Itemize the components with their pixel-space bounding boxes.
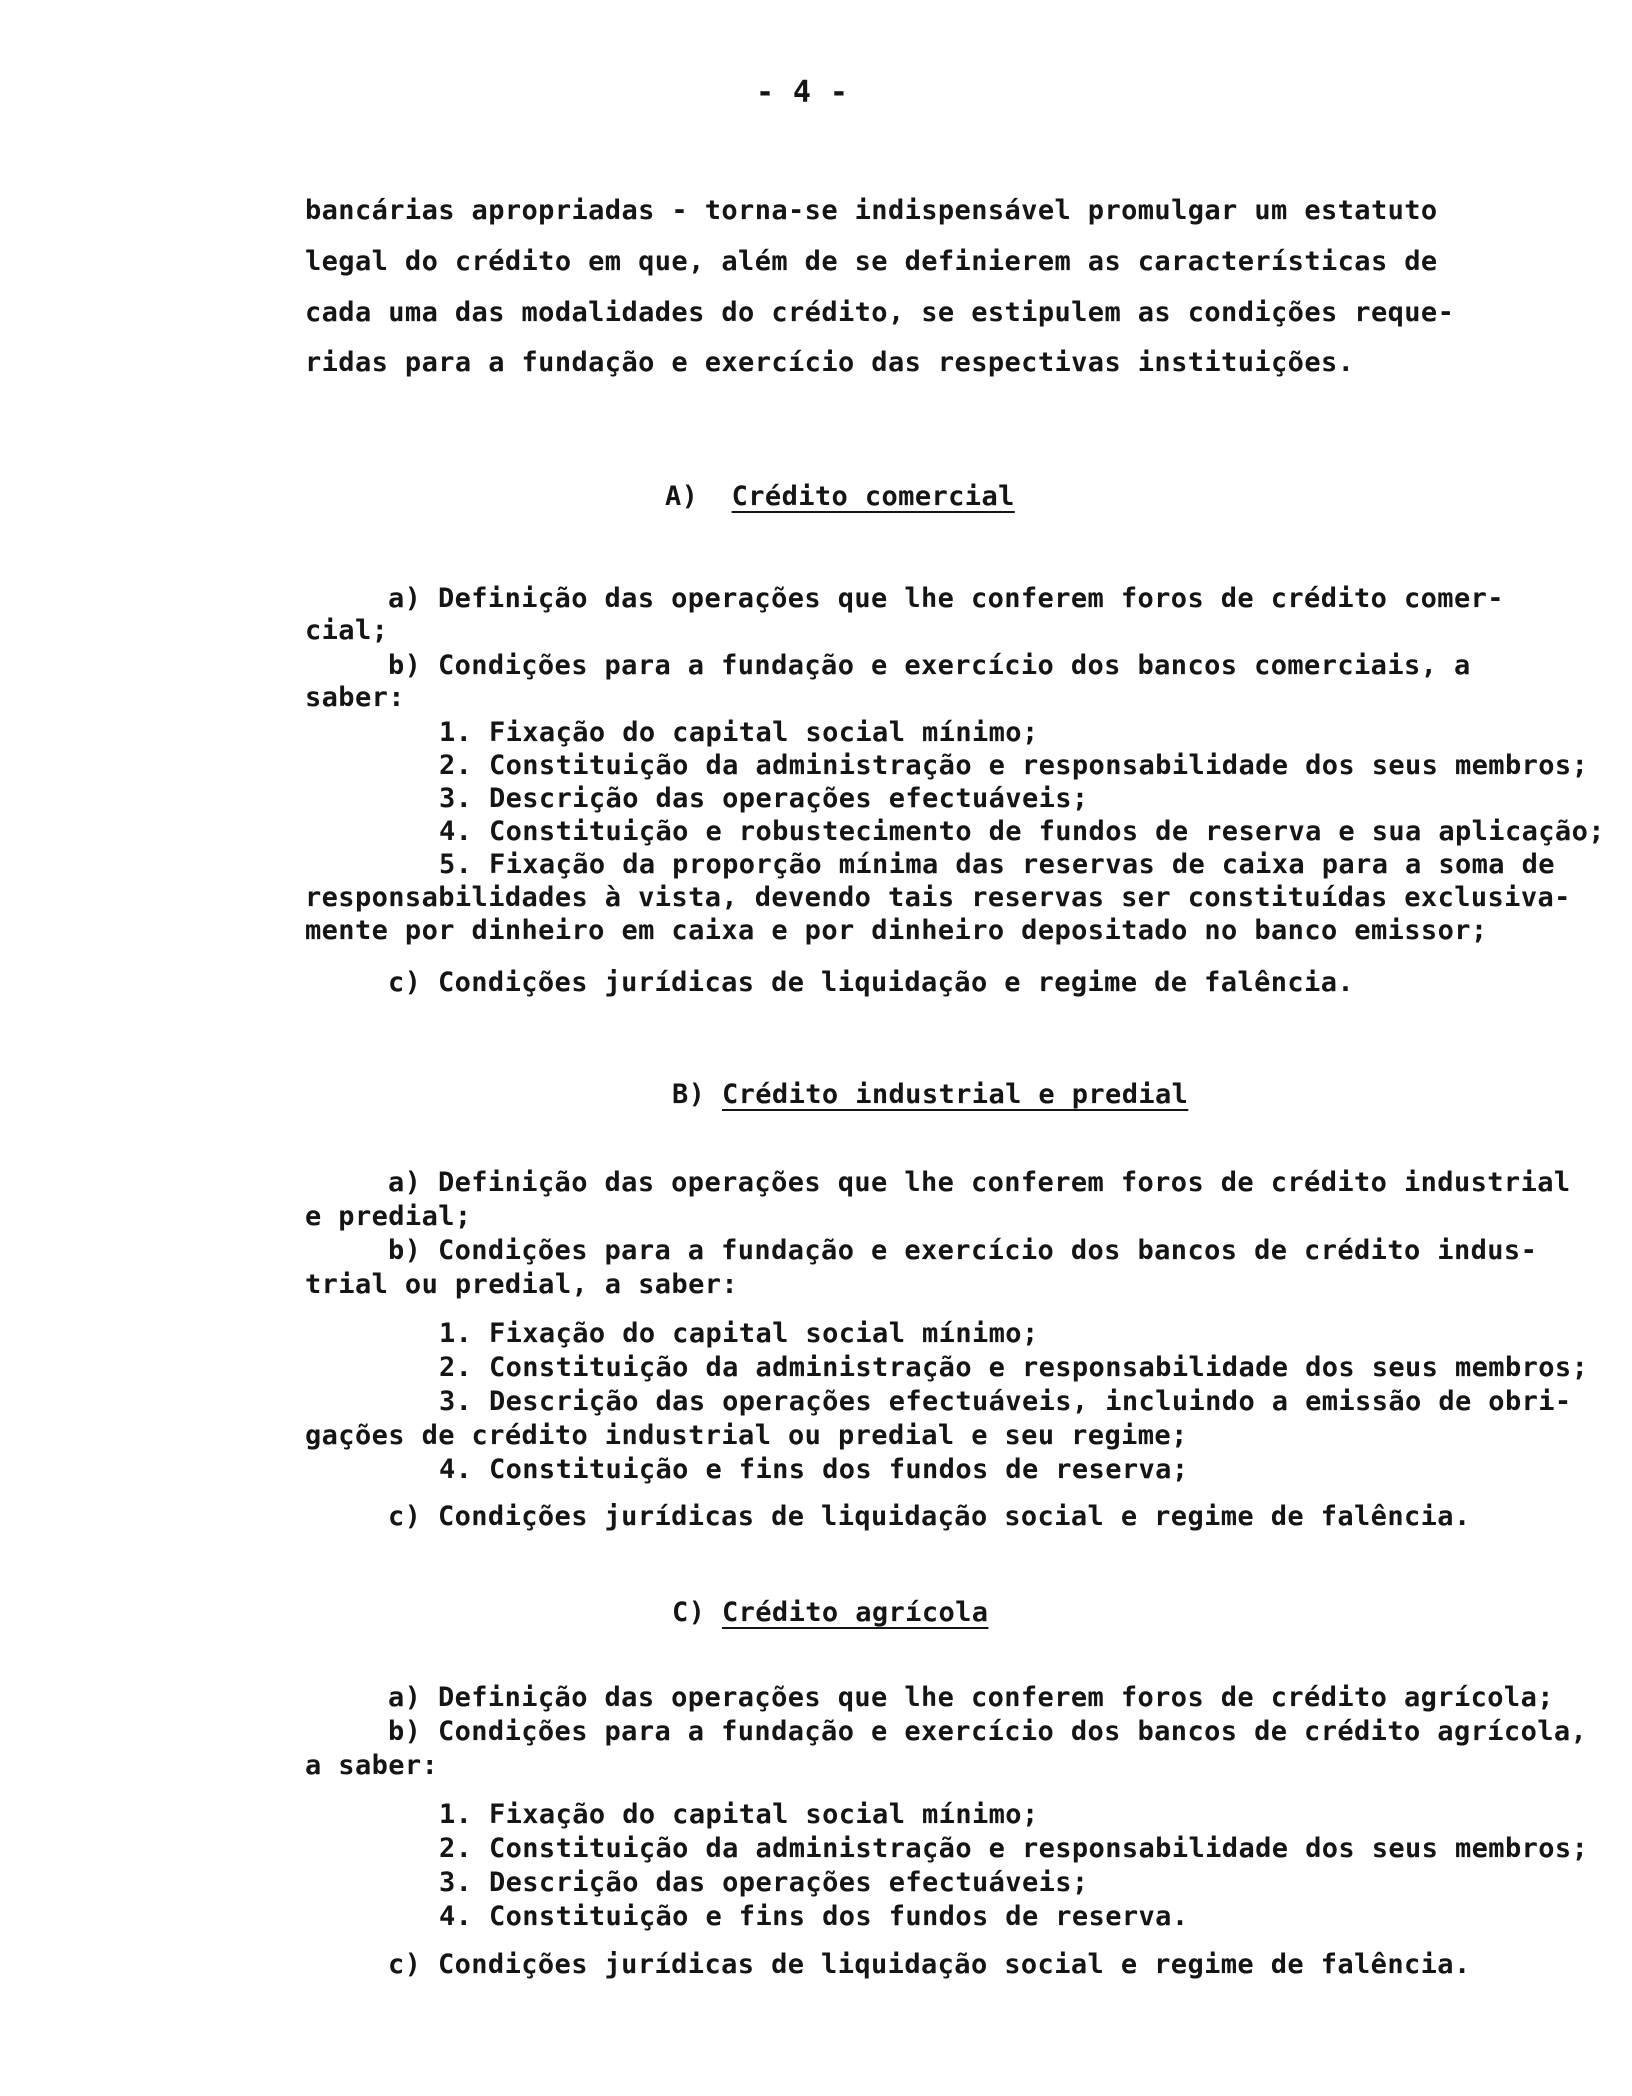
list-item: 2. Constituição da administração e responsabilidade dos seus membros; — [439, 750, 1589, 781]
list-item: 2. Constituição da administração e responsabilidade dos seus membros; — [439, 1352, 1589, 1383]
intro-line: bancárias apropriadas - torna-se indispensável promulgar um estatuto — [305, 195, 1438, 226]
list-item: 4. Constituição e fins dos fundos de reserva. — [439, 1901, 1189, 1932]
section-letter: B) — [672, 1079, 706, 1110]
intro-line: cada uma das modalidades do crédito, se estipulem as condições reque- — [305, 297, 1455, 328]
list-item-cont: responsabilidades à vista, devendo tais reservas ser constituídas exclusiva- — [305, 882, 1571, 913]
list-item: 3. Descrição das operações efectuáveis; — [439, 783, 1089, 814]
clause-b-cont: saber: — [305, 682, 405, 713]
clause-c: c) Condições jurídicas de liquidação social e regime de falência. — [388, 1501, 1471, 1532]
section-heading-a — [665, 482, 1015, 512]
list-item: 4. Constituição e robustecimento de fundos de reserva e sua aplicação; — [439, 816, 1605, 847]
list-item: 3. Descrição das operações efectuáveis, incluindo a emissão de obri- — [439, 1386, 1572, 1417]
list-item-cont: mente por dinheiro em caixa e por dinheiro depositado no banco emissor; — [305, 915, 1488, 946]
list-item: 1. Fixação do capital social mínimo; — [439, 1799, 1039, 1830]
section-heading-b — [672, 1080, 1188, 1110]
clause-a: a) Definição das operações que lhe conferem foros de crédito agrícola; — [388, 1682, 1554, 1713]
section-letter: A) — [665, 481, 699, 512]
clause-b: b) Condições para a fundação e exercício dos bancos comerciais, a — [388, 650, 1471, 681]
clause-a: a) Definição das operações que lhe conferem foros de crédito comer- — [388, 583, 1504, 614]
clause-b-cont: trial ou predial, a saber: — [305, 1269, 739, 1300]
section-title: Crédito agrícola — [721, 1597, 989, 1628]
clause-a-cont: cial; — [305, 615, 389, 646]
list-item: 5. Fixação da proporção mínima das reservas de caixa para a soma de — [439, 849, 1555, 880]
list-item: 2. Constituição da administração e responsabilidade dos seus membros; — [439, 1833, 1589, 1864]
list-item: 1. Fixação do capital social mínimo; — [439, 717, 1039, 748]
page-number: - 4 - — [756, 75, 849, 110]
list-item: 3. Descrição das operações efectuáveis; — [439, 1867, 1089, 1898]
list-item: 1. Fixação do capital social mínimo; — [439, 1318, 1039, 1349]
section-heading-c — [672, 1598, 988, 1628]
clause-c: c) Condições jurídicas de liquidação e regime de falência. — [388, 967, 1355, 998]
clause-c: c) Condições jurídicas de liquidação social e regime de falência. — [388, 1949, 1471, 1980]
list-item: 4. Constituição e fins dos fundos de reserva; — [439, 1454, 1189, 1485]
clause-b: b) Condições para a fundação e exercício dos bancos de crédito indus- — [388, 1235, 1538, 1266]
clause-b-cont: a saber: — [305, 1750, 439, 1781]
section-letter: C) — [672, 1597, 706, 1628]
list-item-cont: gações de crédito industrial ou predial e seu regime; — [305, 1420, 1188, 1451]
intro-line: ridas para a fundação e exercício das respectivas instituições. — [305, 347, 1355, 378]
intro-line: legal do crédito em que, além de se definierem as características de — [305, 246, 1438, 277]
clause-a: a) Definição das operações que lhe conferem foros de crédito industrial — [388, 1167, 1571, 1198]
section-title: Crédito industrial e predial — [721, 1079, 1189, 1110]
section-title: Crédito comercial — [731, 481, 1015, 512]
clause-b: b) Condições para a fundação e exercício dos bancos de crédito agrícola, — [388, 1716, 1588, 1747]
clause-a-cont: e predial; — [305, 1201, 472, 1232]
